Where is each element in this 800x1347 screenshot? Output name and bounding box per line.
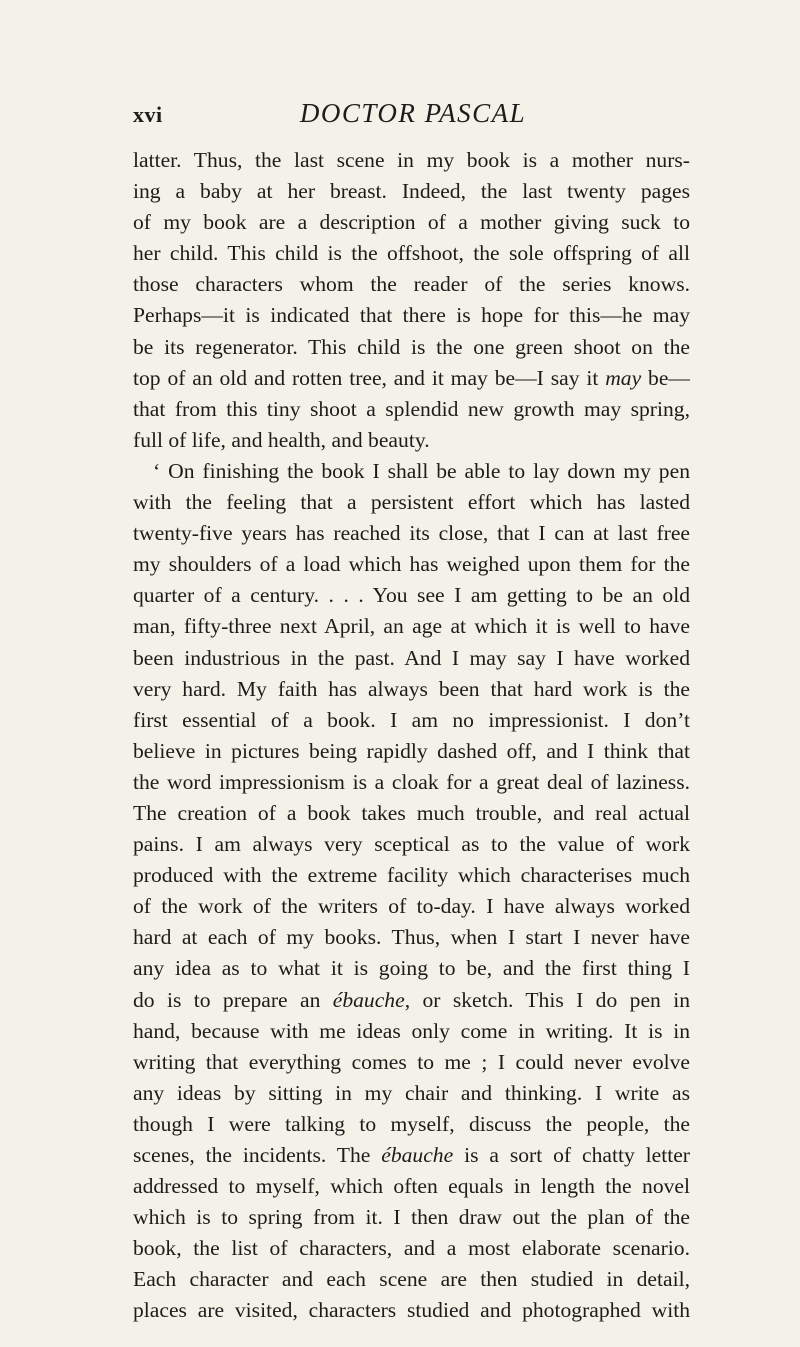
text-line: any idea as to what it is going to be, and the first thing I [133, 956, 690, 981]
text-line: very hard. My faith has always been that hard work is the [133, 676, 690, 701]
italic-word: ébauche [332, 987, 405, 1012]
text-run: , or sketch. This I do pen in [404, 987, 690, 1012]
text-line: believe in pictures being rapidly dashed off, and I think that [133, 738, 690, 763]
text-line: of the work of the writers of to-day. I have always worked [133, 894, 690, 919]
text-line: the word impressionism is a cloak for a great deal of laziness. [133, 769, 690, 794]
text-line: addressed to myself, which often equals in length the novel [133, 1174, 690, 1199]
paragraph-last-line: full of life, and health, and beauty. [133, 427, 430, 452]
text-run: top of an old and rotten tree, and it may be—I say it [133, 365, 606, 390]
text-line: Perhaps—it is indicated that there is hope for this—he may [133, 303, 690, 328]
text-line: though I were talking to myself, discuss the people, the [133, 1111, 690, 1136]
text-line: any ideas by sitting in my chair and thinking. I write as [133, 1080, 690, 1105]
paragraph-first-line: ‘ On finishing the book I shall be able to lay down my pen [153, 458, 690, 483]
text-line [133, 985, 690, 1016]
text-line: pains. I am always very sceptical as to the value of work [133, 832, 690, 857]
text-line: places are visited, characters studied and photographed with [133, 1298, 690, 1323]
text-line: hard at each of my books. Thus, when I start I never have [133, 925, 690, 950]
text-line: latter. Thus, the last scene in my book is a mother nurs- [133, 148, 690, 172]
text-run: do is to prepare an [133, 987, 333, 1012]
text-line: that from this tiny shoot a splendid new growth may spring, [133, 396, 690, 421]
running-title: DOCTOR PASCAL [299, 98, 527, 128]
text-run: is a sort of chatty letter [453, 1143, 690, 1167]
text-line: Each character and each scene are then studied in detail, [133, 1267, 690, 1292]
text-run: be— [641, 365, 691, 390]
page-header [133, 98, 693, 132]
text-line [133, 363, 690, 394]
text-line: twenty-five years has reached its close, that I can at last free [133, 521, 690, 546]
text-line: my shoulders of a load which has weighed upon them for the [133, 552, 690, 577]
body-text [133, 145, 690, 1327]
text-line: book, the list of characters, and a most elaborate scenario. [133, 1236, 690, 1261]
text-line: writing that everything comes to me ; I could never evolve [133, 1049, 690, 1074]
italic-word: may [605, 365, 642, 390]
text-line: hand, because with me ideas only come in writing. It is in [133, 1018, 690, 1043]
text-line: produced with the extreme facility which characterises much [133, 863, 690, 888]
italic-word: ébauche [381, 1143, 454, 1167]
text-line: quarter of a century. . . . You see I am getting to be an old [133, 583, 690, 608]
text-line: first essential of a book. I am no impressionist. I don’t [133, 707, 690, 732]
text-line: of my book are a description of a mother giving suck to [133, 210, 690, 235]
text-line: which is to spring from it. I then draw out the plan of the [133, 1205, 690, 1230]
page-number: xvi [133, 102, 163, 127]
text-line: been industrious in the past. And I may say I have worked [133, 645, 690, 670]
text-line: those characters whom the reader of the series knows. [133, 272, 690, 297]
text-line: with the feeling that a persistent effort which has lasted [133, 490, 690, 515]
text-line: The creation of a book takes much trouble, and real actual [133, 800, 690, 825]
text-line: her child. This child is the offshoot, the sole offspring of all [133, 241, 690, 266]
text-run: scenes, the incidents. The [133, 1143, 382, 1167]
text-line [133, 1140, 690, 1171]
text-line: be its regenerator. This child is the one green shoot on the [133, 334, 690, 359]
text-line: ing a baby at her breast. Indeed, the last twenty pages [133, 179, 690, 204]
text-line: man, fifty-three next April, an age at which it is well to have [133, 614, 690, 639]
